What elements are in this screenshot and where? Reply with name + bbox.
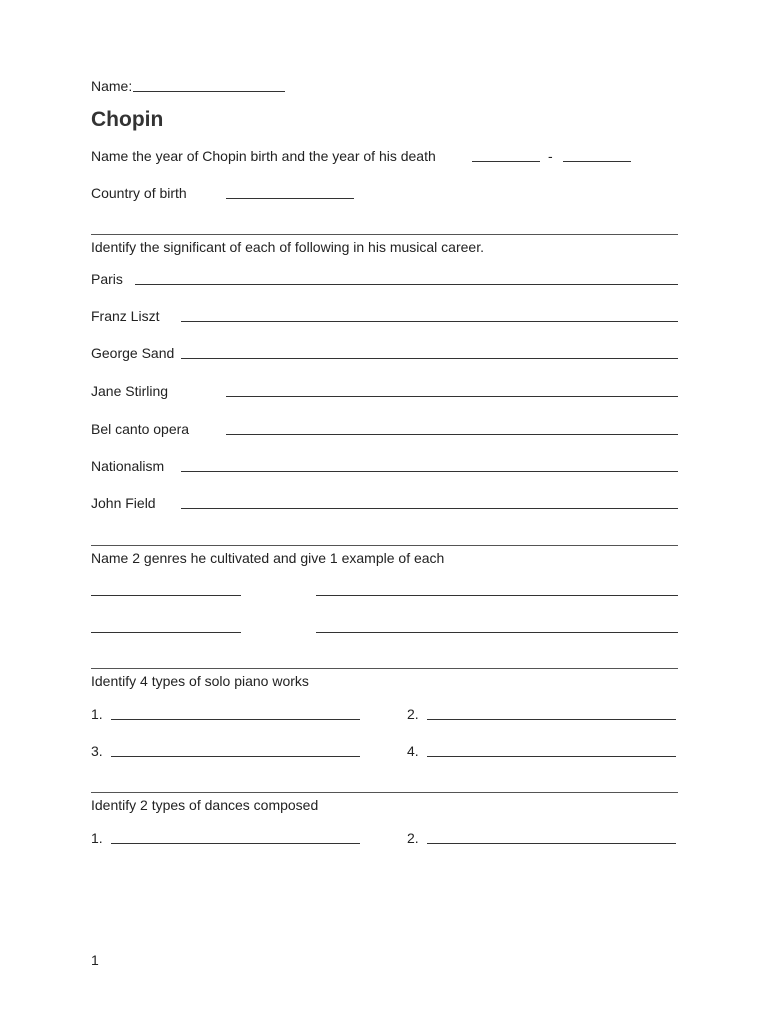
genres-prompt: Name 2 genres he cultivated and give 1 example of each — [91, 550, 445, 566]
section-divider — [91, 792, 678, 793]
dance-number-1: 1. — [91, 830, 103, 846]
birth-death-question: Name the year of Chopin birth and the year of his death — [91, 148, 436, 164]
dances-prompt: Identify 2 types of dances composed — [91, 797, 319, 813]
answer-line-jane-stirling[interactable] — [226, 396, 678, 397]
birth-year-blank[interactable] — [472, 161, 540, 162]
answer-line-nationalism[interactable] — [181, 471, 678, 472]
piano-work-number-1: 1. — [91, 706, 103, 722]
answer-line-george-sand[interactable] — [181, 358, 678, 359]
piano-work-number-3: 3. — [91, 743, 103, 759]
piano-work-3-blank[interactable] — [111, 756, 360, 757]
section-divider — [91, 545, 678, 546]
name-label: Name: — [91, 78, 133, 94]
piano-work-number-2: 2. — [407, 706, 419, 722]
genre-2-example-blank[interactable] — [316, 632, 678, 633]
item-label-jane-stirling: Jane Stirling — [91, 383, 169, 399]
piano-work-number-4: 4. — [407, 743, 419, 759]
section-divider — [91, 668, 678, 669]
piano-work-2-blank[interactable] — [427, 719, 676, 720]
page-title: Chopin — [91, 108, 164, 131]
genre-1-blank[interactable] — [91, 595, 241, 596]
piano-work-4-blank[interactable] — [427, 756, 676, 757]
section-divider — [91, 234, 678, 235]
answer-line-franz-liszt[interactable] — [181, 321, 678, 322]
death-year-blank[interactable] — [563, 161, 631, 162]
name-input-line[interactable] — [133, 91, 285, 92]
answer-line-paris[interactable] — [135, 284, 678, 285]
solo-piano-prompt: Identify 4 types of solo piano works — [91, 673, 309, 689]
item-label-nationalism: Nationalism — [91, 458, 165, 474]
significance-prompt: Identify the significant of each of following in his musical career. — [91, 239, 484, 255]
answer-line-john-field[interactable] — [181, 508, 678, 509]
year-separator: - — [548, 148, 553, 164]
dance-number-2: 2. — [407, 830, 419, 846]
dance-1-blank[interactable] — [111, 843, 360, 844]
item-label-paris: Paris — [91, 271, 123, 287]
genre-2-blank[interactable] — [91, 632, 241, 633]
country-of-birth-blank[interactable] — [226, 198, 354, 199]
country-of-birth-question: Country of birth — [91, 185, 187, 201]
item-label-john-field: John Field — [91, 495, 156, 511]
piano-work-1-blank[interactable] — [111, 719, 360, 720]
genre-1-example-blank[interactable] — [316, 595, 678, 596]
dance-2-blank[interactable] — [427, 843, 676, 844]
item-label-bel-canto-opera: Bel canto opera — [91, 421, 190, 437]
answer-line-bel-canto-opera[interactable] — [226, 434, 678, 435]
item-label-george-sand: George Sand — [91, 345, 175, 361]
page-number: 1 — [91, 952, 99, 968]
item-label-franz-liszt: Franz Liszt — [91, 308, 160, 324]
